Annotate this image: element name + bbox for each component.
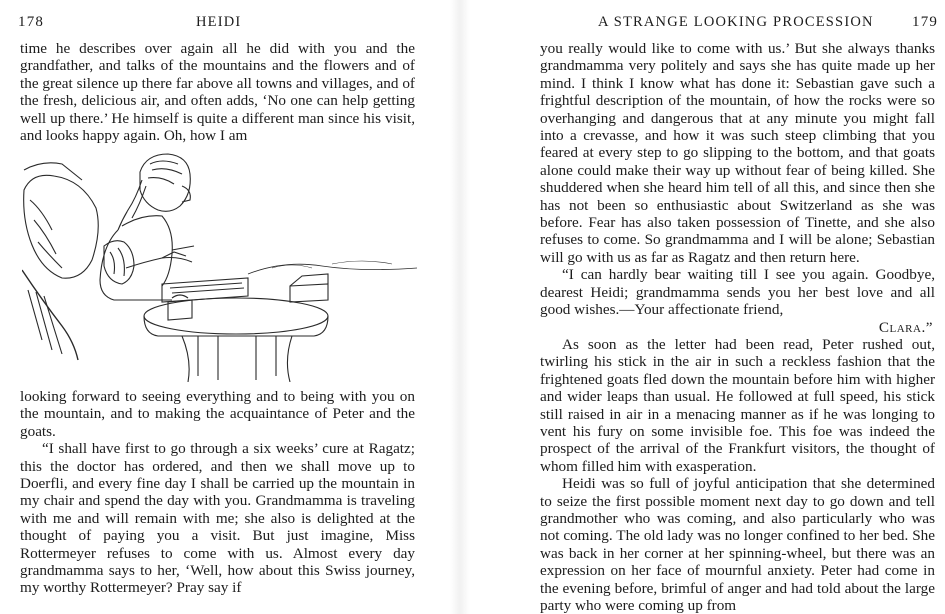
- paragraph: time he describes over again all he did with you and the grandfather, and talks of the mountains and the flowers and of the great silence up there far above all towns and villages, and of the fresh, delicious air, and often adds, ‘No one can help getting well up there.’ He himself is quite a different man since his visit, and looks happy again. Oh, how I am: [20, 40, 415, 145]
- paragraph: As soon as the letter had been read, Peter rushed out, twirling his stick in the air in such a reckless fashion that the frightened goats fled down the mountain before him with higher and wider leaps than usual. He followed at full speed, his stick still raised in air in a menacing manner as if he was longing to vent his fury on some invisible foe. This foe was indeed the prospect of the arrival of the Frankfurt visitors, the thought of whom filled him with exasperation.: [540, 335, 935, 475]
- signature: Clara.”: [878, 318, 933, 336]
- illustration-girl-writing-letter: [22, 150, 417, 382]
- paragraph: “I shall have first to go through a six weeks’ cure at Ragatz; this the doctor has ordered, and then we shall move up to Doerfli, and every fine day I shall be carried up the mountain in my chair and spend the day with you. Grandmamma is traveling with me and will remain with me; she also is delighted at the thought of paying you a visit. But just imagine, Miss Rottermeyer refuses to come with us. Almost every day grandmamma says to her, ‘Well, how about this Swiss journey, my worthy Rottermeyer? Pray say if: [20, 440, 415, 597]
- paragraph: “I can hardly bear waiting till I see you again. Goodbye, dearest Heidi; grandmamma sends you her best love and all good wishes.—Your affectionate friend,: [540, 266, 935, 319]
- book-gutter: [450, 0, 470, 614]
- paragraph: you really would like to come with us.’ But she always thanks grandmamma very politely and says she has quite made up her mind. I think I know what has done it: Sebastian gave such a frightful description of the mountain, of how the rocks were so overhanging and dangerous that at any minute you might fall into a crevasse, and how it was such steep climbing that you feared at every step to go slipping to the bottom, and that goats alone could make their way up without fear of being killed. She shuddered when she heard him tell of all this, and since then she has not been so enthusiastic about Switzerland as she was before. Fear has also taken possession of Tinette, and she also refuses to come. So grandmamma and I will be alone; Sebastian will go with us as far as Ragatz and then return here.: [540, 40, 935, 266]
- text-block-right: [540, 40, 935, 614]
- running-head-right: A STRANGE LOOKING PROCESSION: [598, 14, 874, 30]
- paragraph: Heidi was so full of joyful anticipation that she determined to seize the first possible moment next day to go down and tell grandmother who was coming, and also particularly who was not coming. The old lady was no longer confined to her bed. She was back in her corner at her spinning-wheel, but there was an expression on her face of mournful anxiety. Peter had come in the evening before, brimful of anger and had told about the large party who were coming up from: [540, 475, 935, 614]
- right-page: [470, 0, 945, 614]
- text-block-bottom: [20, 388, 415, 597]
- running-head-left: HEIDI: [196, 14, 242, 30]
- paragraph: looking forward to seeing everything and to being with you on the mountain, and to making the acquaintance of Peter and the goats.: [20, 388, 415, 440]
- text-block-top: [20, 40, 415, 144]
- page-number-left: 178: [18, 14, 45, 30]
- left-page: [0, 0, 450, 614]
- page-number-right: 179: [912, 14, 939, 30]
- letter-signature-line: [540, 319, 935, 336]
